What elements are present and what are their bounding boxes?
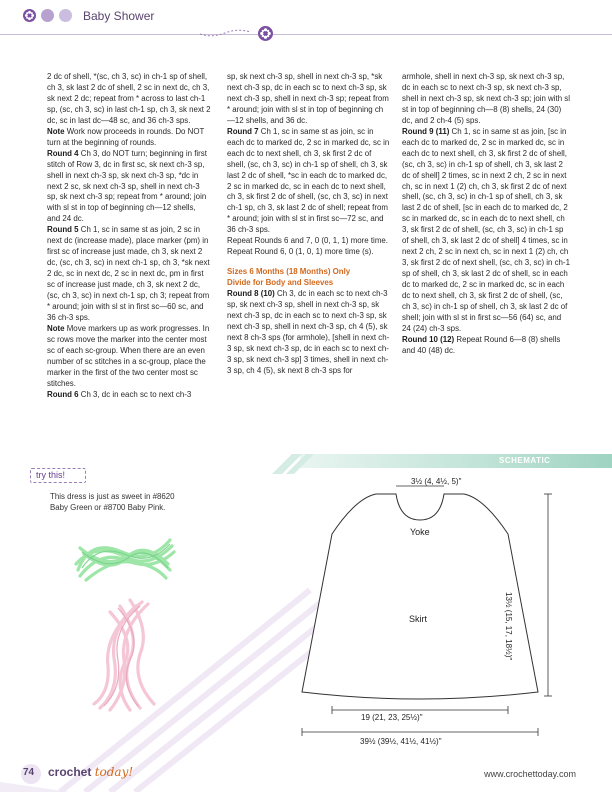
paragraph [47, 149, 211, 226]
brand-logo [48, 765, 133, 779]
body-text: Repeat Round 6, 0 (1, 0, 1) more time (s). [227, 247, 374, 257]
body-text: Repeat Rounds 6 and 7, 0 (0, 1, 1) more time. [227, 236, 388, 246]
skirt-label: Skirt [409, 614, 427, 624]
try-this-text: This dress is just as sweet in #8620 Baby Green or #8700 Baby Pink. [50, 492, 175, 512]
hem-measurement: 39½ (39½, 41½, 41½)" [360, 737, 442, 746]
paragraph [47, 72, 211, 127]
body-text: Ch 3, dc in each sc to next ch-3 sp, sk next ch-3 sp, shell in next ch-3 sp, sk next ch-3 sp, dc in each sc to next ch-3 sp, sk next ch-3 sp, shell in next ch-3 sp, ch 4 (5), sk next 8 ch-3 sps (for armhole), [shell in next ch-3 sp, sk next ch-3 sp, dc in each sc to next ch-3 sp, sk next ch-3 sp] 3 times, shell in next ch-3 sp, ch 4 (5), sk next 8 ch-3 sps for [227, 289, 390, 375]
paragraph [227, 72, 391, 127]
flower-icon [258, 26, 273, 41]
section-title: Baby Shower [83, 9, 155, 23]
website-url: www.crochettoday.com [484, 769, 576, 779]
brand-today: today! [94, 765, 134, 779]
header-dot [41, 9, 54, 22]
round-label: Round 9 (11) [402, 126, 450, 136]
paragraph [47, 390, 211, 401]
text-column-2 [227, 72, 391, 377]
paragraph [47, 324, 211, 390]
brand-crochet: crochet [48, 765, 92, 779]
try-this-label: try this! [36, 470, 66, 480]
neck-measurement: 3½ (4, 4½, 5)" [411, 477, 462, 486]
body-text: Work now proceeds in rounds. Do NOT turn at the beginning of rounds. [47, 126, 205, 147]
body-text: Ch 1, sc in same st as join, [sc in each dc to marked dc, 2 sc in marked dc, sc in each dc to next shell, ch 3, sk first 2 dc of shell, (sc, ch 3, sc) in ch-1 sp of shell, ch 3, sk last 2 dc of shell] 2 times, sc in next 2 ch, 2 sc in next ch, sc in next 1 (2) ch, ch 3, sk first 2 dc of next shell, (sc, ch 3, sc) in ch-1 sp of shell, ch 3, sk last 2 dc of shell, [sc in each dc to marked dc, 2 sc in marked dc, sc in each dc to next shell, ch 3, sk first 2 dc of shell, (sc, ch 3, sc) in ch-1 sp of shell, ch 3, sk last 2 dc of shell] 4 times, sc in next 2 ch, 2 sc in next ch, sc in next 1 (2) ch, ch 3, sk first 2 dc of next shell, (sc, ch 3, sc) in ch-1 sp of shell, ch 3, sk last 2 dc of shell, sc in each dc to marked dc, 2 sc in marked dc, sc in each dc to next shell, ch 3, sk first 2 dc of shell, (sc, ch 3, sc) in ch-1 sp of shell, ch 3, sk last 2 dc of shell; join with sl st in first sc—56 (64) sc, and 24 (24) ch-3 sps. [402, 126, 570, 333]
flower-icon [23, 9, 36, 22]
dress-schematic [300, 470, 612, 770]
round-label: Round 6 [47, 389, 79, 399]
text-column-1 [47, 72, 211, 401]
page-number: 74 [23, 767, 35, 778]
yoke-label: Yoke [410, 527, 430, 537]
page-header [0, 0, 612, 34]
sizes-heading: Sizes 6 Months (18 Months) Only [227, 267, 351, 277]
length-measurement: 13½ (15, 17, 18½)" [504, 592, 513, 661]
size-heading [227, 267, 391, 278]
paragraph [47, 225, 211, 324]
round-label: Round 7 [227, 126, 259, 136]
paragraph [227, 236, 391, 247]
paragraph [227, 247, 391, 258]
divide-heading: Divide for Body and Sleeves [227, 278, 334, 288]
note-label: Note [47, 126, 65, 136]
pink-yarn-image [80, 596, 210, 714]
text-column-3 [402, 72, 570, 357]
size-heading [227, 278, 391, 289]
body-text: sp, sk next ch-3 sp, shell in next ch-3 sp, *sk next ch-3 sp, dc in each sc to next ch-3 sp, sk next ch-3 sp, shell in next ch-3 sp; repeat from * around; join with sl st in top of beginning ch—12 shells, and 36 dc. [227, 72, 389, 125]
round-label: Round 10 (12) [402, 334, 455, 344]
body-text: Ch 1, sc in same st as join, sc in each dc to marked dc, 2 sc in marked dc, sc in each dc to next shell, ch 3, sk first 2 dc of shell, (sc, ch 3, sc) in ch-1 sp of shell, ch 3, sk last 2 dc of shell, *sc in each dc to marked dc, 2 sc in marked dc, sc in each dc to next shell, ch 3, sk first 2 dc of shell, (sc, ch 3, sc) in next ch-1 sp, ch 3, sk last 2 dc of shell; repeat from * around; join with sl st in first sc—72 sc, and 36 ch-3 sps. [227, 126, 390, 235]
paragraph [402, 127, 570, 335]
paragraph [402, 335, 570, 357]
waist-measurement: 19 (21, 23, 25½)" [361, 713, 423, 722]
schematic-banner [300, 454, 612, 468]
paragraph [227, 127, 391, 237]
green-yarn-image [70, 530, 180, 588]
note-label: Note [47, 323, 65, 333]
body-text: Ch 1, sc in same st as join, 2 sc in next dc (increase made), place marker (pm) in first sc of increase just made, ch 3, sk next 2 dc, (sc, ch 3, sc) in next ch-1 sp, ch 3, *sk next 2 dc, sc in next dc, 2 sc in next dc, pm in first sc of increase just made, ch 3, sk next 2 dc, (sc, ch 3, sc) in next ch-1 sp, ch 3; repeat from * around; join with sl st in first sc—60 sc, and 36 ch-3 sps. [47, 225, 210, 322]
paragraph [227, 289, 391, 377]
body-text: armhole, shell in next ch-3 sp, sk next ch-3 sp, dc in each sc to next ch-3 sp, sk next ch-3 sp, shell in next ch-3 sp, sk next ch-3 sp; join with sl st in top of beginning ch—8 (8) shells, 24 (30) dc, and 2 ch-4 (5) sps. [402, 72, 570, 125]
body-text: Ch 3, dc in each sc to next ch-3 [78, 389, 192, 399]
body-text: Ch 3, do NOT turn; beginning in first stitch of Row 3, dc in first sc, sk next ch-3 sp, shell in next ch-3 sp, sk next ch-3 sp, *dc in next 2 sc, sk next ch-3 sp, shell in next ch-3 sp, sk next ch-3 sp; repeat from * around; join with sl st in top of beginning ch—12 shells, and 24 dc. [47, 148, 207, 224]
body-text: 2 dc of shell, *(sc, ch 3, sc) in ch-1 sp of shell, ch 3, sk last 2 dc of shell, 2 sc in next dc, ch 3, sk next 2 dc; repeat from * across to last ch-1 sp, (sc, ch 3, sc) in last ch-1 sp, ch 3, sk next 2 dc, sc in last dc—48 sc, and 36 ch-3 sps. [47, 72, 211, 125]
body-text: Repeat Round 6—8 (8) shells and 40 (48) dc. [402, 334, 561, 355]
body-text: Move markers up as work progresses. In sc rows move the marker into the center most sc of each sc-group. When there are an even number of sc stitches in a sc-group, place the marker in the first of the two center most sc stitches. [47, 323, 210, 388]
round-label: Round 5 [47, 225, 79, 235]
paragraph [402, 72, 570, 127]
paragraph [47, 127, 211, 149]
round-label: Round 8 (10) [227, 289, 275, 299]
header-dot [59, 9, 72, 22]
schematic-label: SCHEMATIC [499, 456, 551, 465]
header-rule [0, 34, 612, 35]
stitch-decoration [200, 24, 250, 38]
round-label: Round 4 [47, 148, 79, 158]
